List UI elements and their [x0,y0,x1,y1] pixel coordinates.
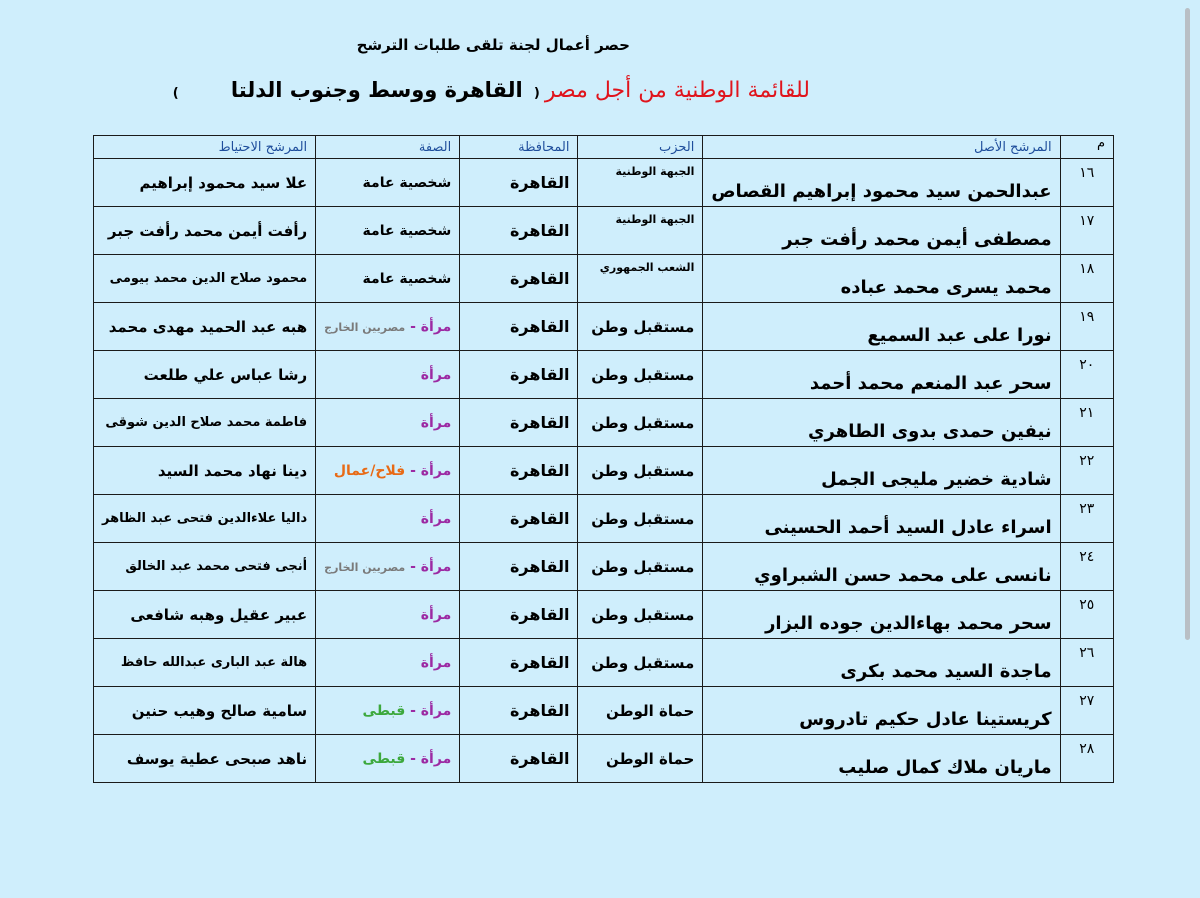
col-header-party: الحزب [578,136,703,159]
table-row [94,543,1114,591]
row-number: ١٦ [1060,159,1113,207]
col-header-gov: المحافظة [460,136,578,159]
role-main: مرأة [420,702,452,719]
row-number: ٢٨ [1060,735,1113,783]
row-number: ٢٧ [1060,687,1113,735]
party-name: مستقبل وطن [578,351,703,399]
candidate-name: كريستينا عادل حكيم تادروس [703,687,1060,735]
candidate-role [316,591,460,639]
col-header-alt: المرشح الاحتياط [94,136,316,159]
party-name: حماة الوطن [578,687,703,735]
candidate-name: عبدالحمن سيد محمود إبراهيم القصاص [703,159,1060,207]
role-main: مرأة [420,414,452,431]
alternate-candidate: رأفت أيمن محمد رأفت جبر [94,207,316,255]
list-title [150,78,810,112]
list-title-red: للقائمة الوطنية من أجل مصر [544,78,810,103]
governorate: القاهرة [460,687,578,735]
alternate-candidate: دينا نهاد محمد السيد [94,447,316,495]
row-number: ١٧ [1060,207,1113,255]
candidate-name: ماجدة السيد محمد بكرى [703,639,1060,687]
candidate-role [316,207,460,255]
table-row [94,159,1114,207]
candidate-name: سحر محمد بهاءالدين جوده البزار [703,591,1060,639]
row-number: ٢٢ [1060,447,1113,495]
role-main: مرأة [420,606,452,623]
role-main: شخصية عامة [362,174,452,191]
col-header-name: المرشح الأصل [703,136,1060,159]
table-row [94,399,1114,447]
open-paren: ( [533,86,540,101]
party-name: الجبهة الوطنية [578,207,703,255]
party-name: مستقبل وطن [578,303,703,351]
party-name: مستقبل وطن [578,447,703,495]
close-paren: ) [172,86,179,101]
alternate-candidate: رشا عباس علي طلعت [94,351,316,399]
candidate-role [316,255,460,303]
alternate-candidate: داليا علاءالدين فتحى عبد الظاهر [94,495,316,543]
role-separator: - [405,702,421,719]
table-row [94,303,1114,351]
governorate: القاهرة [460,351,578,399]
table-row [94,495,1114,543]
candidate-name: شادية خضير مليجى الجمل [703,447,1060,495]
alternate-candidate: علا سيد محمود إبراهيم [94,159,316,207]
candidate-role [316,399,460,447]
candidate-name: نيفين حمدى بدوى الطاهري [703,399,1060,447]
party-name: مستقبل وطن [578,591,703,639]
role-main: شخصية عامة [362,222,452,239]
candidate-role [316,687,460,735]
scrollbar[interactable] [1185,8,1190,640]
col-header-num: م [1060,136,1113,159]
role-main: مرأة [420,558,452,575]
candidate-role [316,495,460,543]
candidate-name: ماريان ملاك كمال صليب [703,735,1060,783]
page-title: حصر أعمال لجنة تلقى طلبات الترشح [356,36,630,54]
party-name: الجبهة الوطنية [578,159,703,207]
candidate-name: مصطفى أيمن محمد رأفت جبر [703,207,1060,255]
party-name: مستقبل وطن [578,495,703,543]
role-sub: قبطى [362,702,406,719]
table-row [94,207,1114,255]
row-number: ٢٣ [1060,495,1113,543]
candidate-role [316,639,460,687]
governorate: القاهرة [460,207,578,255]
alternate-candidate: عبير عقيل وهبه شافعى [94,591,316,639]
role-main: مرأة [420,462,452,479]
party-name: حماة الوطن [578,735,703,783]
alternate-candidate: محمود صلاح الدين محمد بيومى [94,255,316,303]
candidates-table [93,135,1114,783]
row-number: ٢٤ [1060,543,1113,591]
candidate-name: اسراء عادل السيد أحمد الحسينى [703,495,1060,543]
governorate: القاهرة [460,735,578,783]
governorate: القاهرة [460,399,578,447]
governorate: القاهرة [460,303,578,351]
row-number: ٢٠ [1060,351,1113,399]
party-name: مستقبل وطن [578,399,703,447]
alternate-candidate: هبه عبد الحميد مهدى محمد [94,303,316,351]
candidate-role [316,543,460,591]
governorate: القاهرة [460,255,578,303]
role-main: مرأة [420,318,452,335]
candidate-role [316,351,460,399]
row-number: ٢١ [1060,399,1113,447]
candidate-role [316,159,460,207]
row-number: ٢٥ [1060,591,1113,639]
table-header-row [94,136,1114,159]
governorate: القاهرة [460,495,578,543]
row-number: ١٨ [1060,255,1113,303]
role-sub: مصريين الخارج [324,320,406,334]
candidate-name: نورا على عبد السميع [703,303,1060,351]
alternate-candidate: سامية صالح وهيب حنين [94,687,316,735]
alternate-candidate: أنجى فتحى محمد عبد الخالق [94,543,316,591]
alternate-candidate: ناهد صبحى عطية يوسف [94,735,316,783]
table-row [94,639,1114,687]
candidate-role [316,303,460,351]
candidate-role [316,735,460,783]
role-main: مرأة [420,510,452,527]
party-name: مستقبل وطن [578,543,703,591]
role-main: مرأة [420,366,452,383]
region-name: القاهرة ووسط وجنوب الدلتا [230,78,523,102]
role-main: مرأة [420,654,452,671]
role-main: شخصية عامة [362,270,452,287]
role-separator: - [405,558,421,575]
governorate: القاهرة [460,159,578,207]
candidate-name: نانسى على محمد حسن الشبراوي [703,543,1060,591]
alternate-candidate: فاطمة محمد صلاح الدين شوقى [94,399,316,447]
table-row [94,687,1114,735]
candidate-name: محمد يسرى محمد عباده [703,255,1060,303]
table-row [94,351,1114,399]
governorate: القاهرة [460,639,578,687]
candidate-role [316,447,460,495]
col-header-role: الصفة [316,136,460,159]
role-sub: قبطى [362,750,406,767]
alternate-candidate: هالة عبد البارى عبدالله حافظ [94,639,316,687]
table-row [94,447,1114,495]
row-number: ١٩ [1060,303,1113,351]
candidate-name: سحر عبد المنعم محمد أحمد [703,351,1060,399]
role-sub: مصريين الخارج [324,560,406,574]
role-main: مرأة [420,750,452,767]
party-name: مستقبل وطن [578,639,703,687]
party-name: الشعب الجمهوري [578,255,703,303]
role-separator: - [405,318,421,335]
row-number: ٢٦ [1060,639,1113,687]
table-row [94,255,1114,303]
role-separator: - [405,462,421,479]
role-separator: - [405,750,421,767]
table-row [94,591,1114,639]
table-row [94,735,1114,783]
governorate: القاهرة [460,447,578,495]
governorate: القاهرة [460,591,578,639]
role-sub: فلاح/عمال [333,462,406,479]
governorate: القاهرة [460,543,578,591]
